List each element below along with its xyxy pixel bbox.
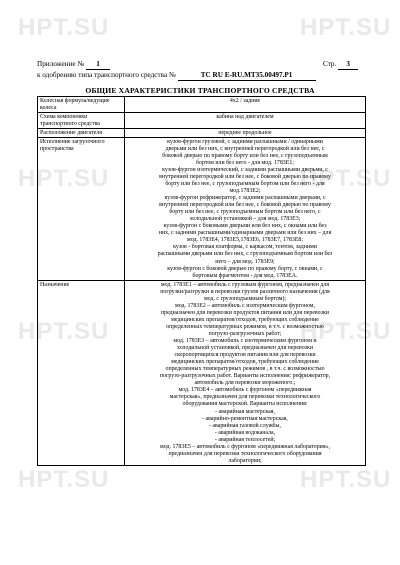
value-line: предназначен для перевозки продуктов питания или для перевозки bbox=[161, 309, 329, 316]
value-line: борту или без нее, с грузоподъемным бортом или без него, с bbox=[169, 209, 321, 216]
value-line: лаборатории; bbox=[228, 457, 262, 464]
value-line: - аварийная мастерская, bbox=[215, 408, 275, 415]
watermark: HPT.SU bbox=[300, 318, 392, 345]
watermark: HPT.SU bbox=[18, 318, 110, 345]
table-row bbox=[38, 97, 366, 113]
document-reference-line bbox=[37, 71, 316, 81]
value-line: скоропортящихся продуктов питания или для перевозки bbox=[174, 352, 316, 359]
characteristic-value bbox=[125, 129, 366, 138]
value-line: кузов-фургон с боковыми дверьми или без них, с окнами или без bbox=[163, 223, 327, 230]
watermark: HPT.SU bbox=[300, 14, 392, 41]
value-line: них, с задними распашными/одинарными дверьми или без них – для bbox=[158, 230, 332, 237]
appendix-label: Приложение № bbox=[37, 60, 85, 68]
table-row bbox=[38, 129, 366, 138]
characteristic-value bbox=[125, 281, 366, 466]
value-line: дверьми или без них, с внутренней перегородкой или без нее, с bbox=[165, 145, 325, 152]
document-number: TC RU E-RU.MT35.00497.P1 bbox=[178, 71, 316, 81]
watermark: HPT.SU bbox=[300, 466, 392, 493]
value-line: бортом или без него - для мод. 1783Е1; bbox=[196, 159, 294, 166]
value-line: оборудования мастерской. Варианты исполнения: bbox=[182, 401, 308, 408]
value-line: мастерская», предназначен для перевозки технологического bbox=[169, 394, 321, 401]
value-line: кузов-фургон рефрижератор, с задними распашными дверьми, с bbox=[164, 195, 326, 202]
characteristic-value bbox=[125, 138, 366, 281]
value-line: мод. 1783Е1 – автомобиль с грузовым фургоном, предназначен для bbox=[160, 281, 330, 288]
characteristic-name: Колесная формула/ведущие колеса bbox=[38, 97, 125, 113]
value-line: холодильной установкой, предназначен для перевозки bbox=[176, 345, 314, 352]
characteristic-value bbox=[125, 113, 366, 129]
value-line: боковой дверью по правому борту или без нее, с грузоподъемным bbox=[162, 152, 328, 159]
value-line: мод. 1783Е4 – автомобиль с фургоном «передвижная bbox=[178, 387, 312, 394]
value-line: определенных температурных режимов , в т.ч. с возможностью bbox=[165, 366, 325, 373]
value-line: него – для мод. 1783Е9; bbox=[215, 258, 275, 265]
table-row bbox=[38, 138, 366, 281]
value-line: определенных температурных режимов, в т.ч. с возможностью bbox=[166, 323, 324, 330]
document-reference-prefix: к одобрению типа транспортного средства № bbox=[37, 71, 176, 79]
page-number: 3 bbox=[338, 60, 358, 70]
value-line: внутренней перегородкой или без нее, с боковой дверью по правому bbox=[159, 173, 331, 180]
value-line: кузов-фургон грузовой, с задними распашными / одинарными bbox=[167, 138, 323, 145]
value-line: погрузо-разгрузочных работ; bbox=[208, 331, 282, 337]
value-line: бортовым фрагментом - для мод. 1783ЕА. bbox=[192, 272, 298, 279]
value-line: переднее продольное bbox=[218, 129, 272, 136]
watermark: HPT.SU bbox=[300, 165, 392, 192]
appendix-line bbox=[37, 60, 110, 70]
value-line: холодильной установкой – для мод. 1783Е3; bbox=[189, 216, 301, 223]
value-line: - аварийная водоканала, bbox=[214, 429, 276, 436]
value-line: медицинских препаратов/отходов, требующих соблюдение bbox=[171, 316, 319, 323]
characteristics-table bbox=[37, 96, 366, 466]
appendix-number: 1 bbox=[86, 60, 110, 70]
characteristic-value bbox=[125, 97, 366, 113]
table-row bbox=[38, 113, 366, 129]
value-line: - аварийная теплосетей; bbox=[214, 436, 276, 443]
watermark: HPT.SU bbox=[18, 165, 110, 192]
value-line: кузов - бортовая платформа, с каркасом, тентом, задними bbox=[173, 244, 317, 251]
value-line: мод. 1783Е5 – автомобиль с фургоном «передвижная лаборатория», bbox=[160, 443, 330, 450]
page-title: ОБЩИЕ ХАРАКТЕРИСТИКИ ТРАНСПОРТНОГО СРЕДСТВА bbox=[85, 86, 315, 95]
value-line: мод. 1783Е4, 1783Е5,1783Е6, 1783Е7, 1783Е8; bbox=[186, 237, 303, 244]
table-row bbox=[38, 281, 366, 466]
value-line: мод. 1783Е2 – автомобиль с изотермическим фургоном, bbox=[175, 302, 315, 309]
characteristic-name: Назначение bbox=[38, 281, 125, 466]
watermark: HPT.SU bbox=[18, 466, 110, 493]
page-label: Стр. bbox=[323, 60, 337, 68]
value-line: кузов-фургон с боковой дверью по правому борту, с окнами, с bbox=[167, 265, 323, 272]
value-line: кузов-фургон изотермический, с задними распашными дверьми, с bbox=[162, 166, 328, 173]
value-line: распашными дверьми или без них, с грузоподъемным бортом или без bbox=[157, 251, 333, 258]
value-line: 4х2 / задние bbox=[229, 97, 261, 104]
value-line: внутренней перегородкой или без нее, с боковой дверью по правому bbox=[159, 202, 331, 209]
value-line: погрузо-разгрузочных работ. Варианты исполнения: рефрижератор, bbox=[159, 373, 331, 380]
value-line: погрузки/разгрузки и перевозки грузов различного назначения (для bbox=[160, 288, 330, 295]
watermark: HPT.SU bbox=[18, 14, 110, 41]
value-line: предназначен для перевозки технологического оборудования bbox=[168, 450, 322, 457]
characteristic-name: Схема компоновки транспортного средства bbox=[38, 113, 125, 129]
value-line: - аварийно-ремонтная мастерская, bbox=[202, 415, 288, 422]
characteristic-name: Исполнение загрузочного пространства bbox=[38, 138, 125, 281]
value-line: мод. с грузоподъемным бортом); bbox=[203, 295, 287, 302]
value-line: медицинских препаратов/отходов, требующих соблюдение bbox=[171, 359, 319, 366]
characteristic-name: Расположение двигателя bbox=[38, 129, 125, 138]
page-number-line bbox=[323, 60, 358, 70]
value-line: мод. 1783Е3 – автомобиль с изотермическим фургоном и bbox=[173, 338, 317, 345]
value-line: мод.1783Е2; bbox=[229, 188, 261, 195]
value-line: автомобиль для перевозки мороженого.; bbox=[194, 380, 296, 387]
value-line: - аварийная газовой службы, bbox=[209, 422, 281, 429]
value-line: борту или без нее, с грузоподъемным бортом или без него - для bbox=[165, 181, 325, 188]
value-line: кабина над двигателем bbox=[216, 113, 274, 120]
